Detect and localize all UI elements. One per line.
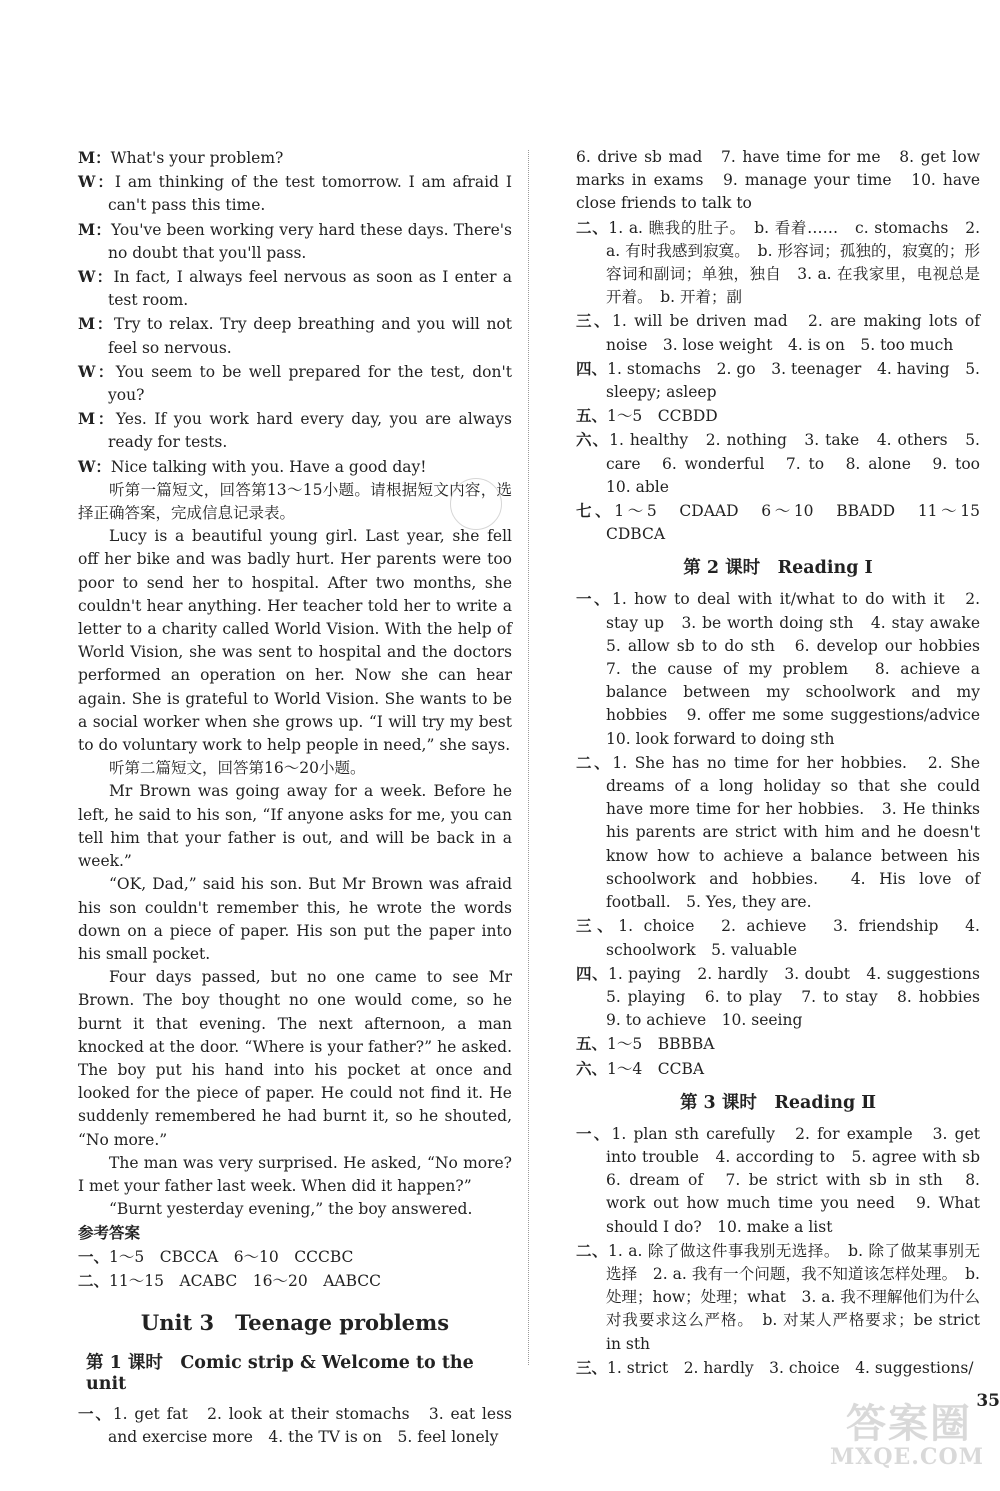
answer-item (576, 1356, 980, 1380)
item-text: 1. plan sth carefully 2. for example 3. get into trouble 4. according to 5. agree with sb 6. dream of 7. be strict with sb in sth 8. work out how much time you need 9. What should I do? 10. make a list (606, 1124, 996, 1236)
lesson-3-title: 第 3 课时 Reading Ⅱ (679, 1092, 877, 1113)
passage-paragraph: “OK, Dad,” said his son. But Mr Brown was afraid his son couldn't remember this, he wrote the words down on a piece of paper. His son put the paper into his small pocket. (78, 875, 512, 963)
item-number: 二、 (576, 217, 609, 237)
item-number: 四、 (576, 358, 608, 378)
lesson-1-title: 第 1 课时 Comic strip & Welcome to the unit (86, 1352, 474, 1394)
unit-title: Unit 3 Teenage problems (140, 1309, 450, 1335)
answer-item (576, 404, 980, 428)
item-text: 11～15 ACABC 16～20 AABCC (109, 1271, 381, 1290)
answer-item (576, 216, 980, 310)
answer-item (78, 1402, 512, 1449)
answer-key (78, 1245, 512, 1293)
item-text: 1. healthy 2. nothing 3. take 4. others 5. care 6. wonderful 7. to 8. alone 9. too 10. able (606, 431, 996, 496)
answer-item (576, 751, 980, 914)
dialogue-line (78, 360, 512, 407)
answer-item (576, 309, 980, 356)
dialogue-line (78, 265, 512, 312)
item-number: 六、 (576, 430, 610, 450)
item-number: 一、 (78, 1246, 110, 1266)
passage-2 (78, 780, 512, 1221)
dialogue-text: Yes. If you work hard every day, you are always ready for tests. (108, 410, 512, 452)
item-number: 三、 (576, 311, 612, 331)
dialogue-text: I am thinking of the test tomorrow. I am afraid I can't pass this time. (108, 173, 512, 215)
column-divider (528, 150, 529, 1365)
item-number: 二、 (576, 752, 613, 772)
passage-paragraph: Four days passed, but no one came to see Mr Brown. The boy thought no one would come, so he burnt it that evening. The next afternoon, a man knocked at the door. “Where is your father?” he asked. The boy put his hand into his pocket at once and looked for the piece of paper. He could not find it. He suddenly remembered he had burnt it, so he shouted, “No more.” (78, 968, 512, 1149)
speaker-label: M： (78, 148, 111, 167)
answer-item (576, 914, 980, 961)
dialogue-text: Try to relax. Try deep breathing and you will not feel so nervous. (108, 315, 512, 357)
item-number: 一、 (576, 589, 612, 609)
item-number: 三、 (576, 1357, 608, 1377)
item-text: 1～4 CCBA (607, 1059, 705, 1078)
item-text: 1. strict 2. hardly 3. choice 4. suggestions/ (607, 1358, 974, 1377)
item-number: 六、 (576, 1058, 608, 1078)
speaker-label: W： (78, 172, 115, 192)
item-text: 1. She has no time for her hobbies. 2. She dreams of a long holiday so that she could have more time for her hobbies. 3. He thinks his parents are strict with him and he doesn't know how to achieve a balance between his schoolwork and hobbies. 4. His love of football. 5. Yes, they are. (606, 753, 980, 912)
dialogue-line (78, 218, 512, 265)
answer-item (576, 499, 996, 546)
item-text: 1～5 CDAAD 6～10 BBADD 11～15 CDBCA (606, 502, 996, 544)
item-text: 1. how to deal with it/what to do with it 2. stay up 3. be worth doing sth 4. stay awake 5. allow sb to do sth 6. develop our hobbies 7. the cause of my problem 8. achieve a balance between my schoolwork and my hobbies 9. offer me some suggestions/advice 10. look forward to doing sth (606, 590, 996, 748)
passage-paragraph: The man was very surprised. He asked, “No more? I met your father last week. When did it happen?” (78, 1153, 512, 1195)
dialogue-line (78, 146, 512, 170)
item-text: 1. get fat 2. look at their stomachs 3. eat less and exercise more 4. the TV is on 5. feel lonely (108, 1404, 512, 1447)
lesson-2-title: 第 2 课时 Reading Ⅰ (683, 558, 873, 579)
speaker-label: W： (78, 267, 114, 287)
lesson-2-answers (576, 587, 996, 1080)
passage-paragraph: Mr Brown was going away for a week. Before he left, he said to his son, “If anyone asks for me, you can tell him that your father is out, and will be back in a week.” (78, 782, 512, 871)
answers-heading: 参考答案 (78, 1223, 141, 1243)
passage-1: Lucy is a beautiful young girl. Last year, she fell off her bike and was badly hurt. Her parents were too poor to send her to hospital. After two months, she couldn't hear anything. Her teacher told her to write a letter to a charity called World Vision. With the help of World Vision, she was sent to hospital and the doctors performed an operation on her. Now she can hear again. She is grateful to World Vision. She wants to be a social worker when she grows up. “I will try my best to do voluntary work to help people in need,” she says. (78, 527, 512, 755)
item-text: 1. stomachs 2. go 3. teenager 4. having 5. sleepy; asleep (606, 359, 980, 402)
watermark-bottom: MXQE.COM (829, 1444, 984, 1470)
speaker-label: M： (78, 314, 114, 334)
item-text: 1. will be driven mad 2. are making lots of noise 3. lose weight 4. is on 5. too much (606, 312, 980, 354)
item-text: 1. a. 瞧我的肚子。 b. 看着…… c. stomachs 2. a. 有时我感到寂寞。 b. 形容词；孤独的，寂寞的；形容词和副词；单独，独自 3. a. 在我家里，电视总是开着。 b. 开着；副 (606, 218, 980, 307)
item-text: 1. a. 除了做这件事我别无选择。 b. 除了做某事别无选择 2. a. 我有一个问题，我不知道该怎样处理。 b. 处理；how；处理；what 3. a. 我不理解他们为什么对我要求这么严格。 b. 对某人严格要求；be strict in sth (606, 1241, 980, 1353)
answer-item (576, 146, 980, 216)
watermark-top: 答案圈 (846, 1400, 972, 1447)
speaker-label: M： (78, 219, 112, 239)
passage-paragraph: “Burnt yesterday evening,” the boy answered. (109, 1200, 473, 1219)
answer-item (576, 428, 996, 499)
dialogue-text: Nice talking with you. Have a good day! (110, 457, 427, 476)
answer-item (576, 1032, 980, 1056)
item-text: 1～5 CBCCA 6～10 CCCBC (109, 1247, 354, 1266)
answer-item (78, 1269, 512, 1293)
answer-item (78, 1245, 512, 1269)
item-text: 1. choice 2. achieve 3. friendship 4. schoolwork 5. valuable (606, 917, 980, 959)
lesson-1-answers-continued (576, 146, 996, 546)
item-number: 四、 (576, 963, 608, 983)
left-column (78, 146, 512, 1449)
answer-item (576, 587, 996, 750)
right-column (576, 146, 996, 1380)
item-text: 1～5 CCBDD (607, 407, 718, 426)
answer-item (576, 1239, 980, 1356)
dialogue-text: What's your problem? (110, 149, 284, 167)
dialogue-text: You seem to be well prepared for the test, don't you? (108, 362, 512, 405)
item-number: 二、 (78, 1270, 110, 1290)
item-number: 三、 (576, 916, 619, 936)
dialogue-line (78, 170, 512, 217)
stamp-mark (450, 478, 502, 530)
dialogue-text: In fact, I always feel nervous as soon as I enter a test room. (108, 268, 512, 310)
item-number: 七、 (576, 501, 615, 521)
item-text: 1. paying 2. hardly 3. doubt 4. suggestions 5. playing 6. to play 7. to stay 8. hobbies 9. to achieve 10. seeing (606, 964, 996, 1030)
dialogue-line (78, 407, 512, 454)
instruction-2: 听第二篇短文，回答第16～20小题。 (109, 759, 366, 778)
answer-item (576, 962, 996, 1033)
lesson-1-answers (78, 1402, 512, 1449)
page-number: 35 (976, 1391, 1000, 1411)
dialogue-line (78, 455, 512, 479)
answer-item (576, 357, 980, 404)
answer-item (576, 1057, 980, 1081)
item-text: 1～5 BBBBA (607, 1035, 715, 1054)
lesson-3-answers (576, 1122, 996, 1380)
item-number: 五、 (576, 1034, 608, 1054)
dialogue-text: You've been working very hard these days. There's no doubt that you'll pass. (108, 220, 512, 262)
item-number: 一、 (576, 1123, 612, 1143)
dialogue-line (78, 312, 512, 359)
speaker-label: W： (78, 456, 111, 476)
instruction-1: 听第一篇短文，回答第13～15小题。请根据短文内容，选择正确答案，完成信息记录表。 (78, 480, 512, 523)
answer-item (576, 1122, 996, 1239)
dialogue (78, 146, 512, 479)
speaker-label: W： (78, 361, 116, 381)
item-number: 二、 (576, 1240, 609, 1260)
item-number: 五、 (576, 406, 608, 426)
speaker-label: M： (78, 409, 116, 429)
watermark-logo (812, 1392, 994, 1486)
item-number: 一、 (78, 1403, 113, 1423)
item-text: 6. drive sb mad 7. have time for me 8. get low marks in exams 9. manage your time 10. have close friends to talk to (576, 148, 980, 213)
